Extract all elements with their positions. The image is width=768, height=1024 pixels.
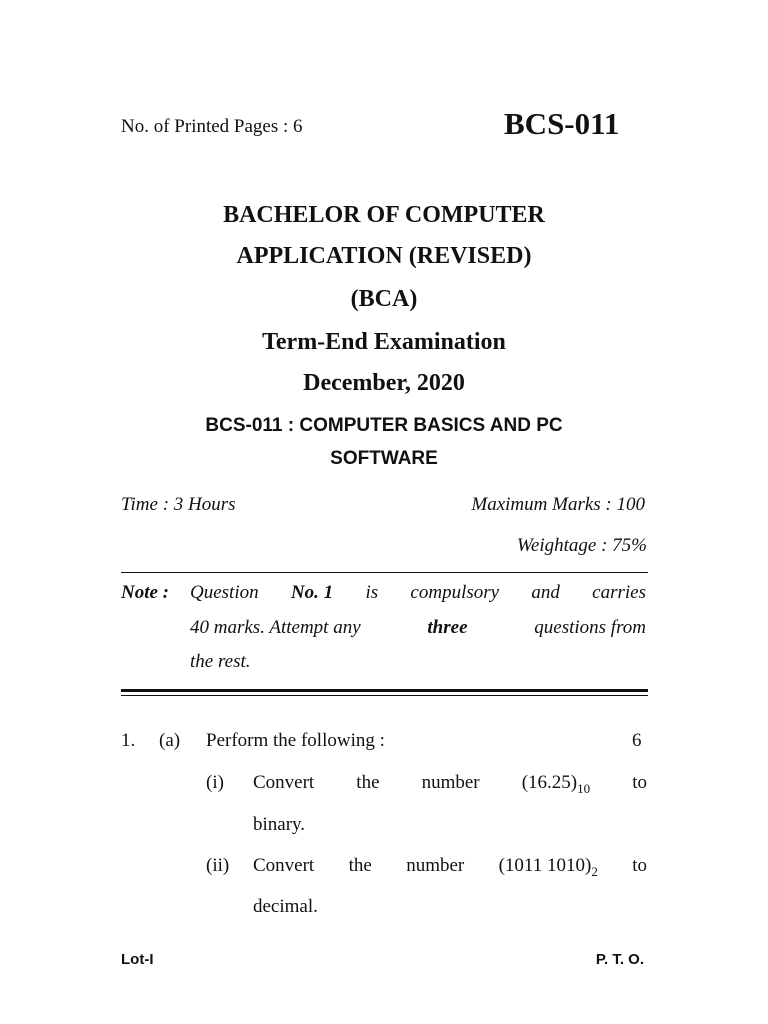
note-word-bold: No. 1 bbox=[290, 582, 334, 603]
maximum-marks: Maximum Marks : 100 bbox=[471, 494, 645, 515]
weightage: Weightage : 75% bbox=[516, 535, 647, 556]
note-text: questions from bbox=[534, 617, 646, 638]
sub-question-word: the bbox=[348, 855, 372, 876]
note-word-bold: three bbox=[427, 617, 468, 638]
footer-pto: P. T. O. bbox=[595, 951, 644, 968]
number-value bbox=[522, 772, 590, 797]
course-title-line-2: SOFTWARE bbox=[330, 448, 438, 469]
number-digits: (16.25) bbox=[521, 772, 578, 793]
question-part-marks: 6 bbox=[632, 730, 642, 751]
sub-question-word: to bbox=[632, 772, 647, 793]
sub-question-line bbox=[253, 855, 647, 880]
exam-date: December, 2020 bbox=[303, 370, 465, 396]
note-label: Note : bbox=[121, 582, 170, 603]
exam-title: Term-End Examination bbox=[262, 329, 506, 355]
paper-code: BCS-011 bbox=[504, 106, 620, 141]
printed-pages-count: No. of Printed Pages : 6 bbox=[121, 116, 303, 137]
divider-top bbox=[121, 572, 648, 573]
note-word: and bbox=[531, 582, 560, 603]
sub-question-word: number bbox=[406, 855, 465, 876]
sub-question-word: Convert bbox=[253, 855, 315, 876]
degree-title-line-2: APPLICATION (REVISED) bbox=[236, 243, 532, 269]
sub-question-label: (i) bbox=[206, 772, 224, 793]
question-number: 1. bbox=[121, 730, 136, 751]
degree-abbreviation: (BCA) bbox=[350, 286, 418, 312]
number-digits: (1011 1010) bbox=[498, 855, 592, 876]
note-word: compulsory bbox=[410, 582, 500, 603]
note-word: is bbox=[365, 582, 379, 603]
note-word: carries bbox=[592, 582, 646, 603]
exam-duration: Time : 3 Hours bbox=[121, 494, 236, 515]
sub-question-label: (ii) bbox=[206, 855, 230, 876]
note-line-1 bbox=[190, 582, 646, 604]
sub-question-word: the bbox=[356, 772, 380, 793]
sub-question-word: number bbox=[421, 772, 480, 793]
note-line-2 bbox=[190, 617, 646, 639]
sub-question-word: to bbox=[632, 855, 647, 876]
number-base: 10 bbox=[577, 780, 591, 796]
degree-title-line-1: BACHELOR OF COMPUTER bbox=[223, 202, 545, 228]
note-line-3: the rest. bbox=[190, 651, 251, 672]
sub-question-word: Convert bbox=[253, 772, 315, 793]
question-part-text: Perform the following : bbox=[206, 730, 385, 751]
course-title-line-1: BCS-011 : COMPUTER BASICS AND PC bbox=[205, 415, 563, 436]
note-text: 40 marks. Attempt any bbox=[190, 617, 361, 638]
number-base: 2 bbox=[591, 863, 598, 879]
note-word: Question bbox=[190, 582, 259, 603]
footer-lot: Lot-I bbox=[121, 951, 154, 968]
divider-double-thin bbox=[121, 695, 648, 696]
sub-question-line-2: binary. bbox=[253, 814, 306, 835]
number-value bbox=[499, 855, 598, 880]
divider-double-thick bbox=[121, 689, 648, 692]
sub-question-line bbox=[253, 772, 647, 797]
sub-question-line-2: decimal. bbox=[253, 896, 318, 917]
question-part-label: (a) bbox=[159, 730, 181, 751]
